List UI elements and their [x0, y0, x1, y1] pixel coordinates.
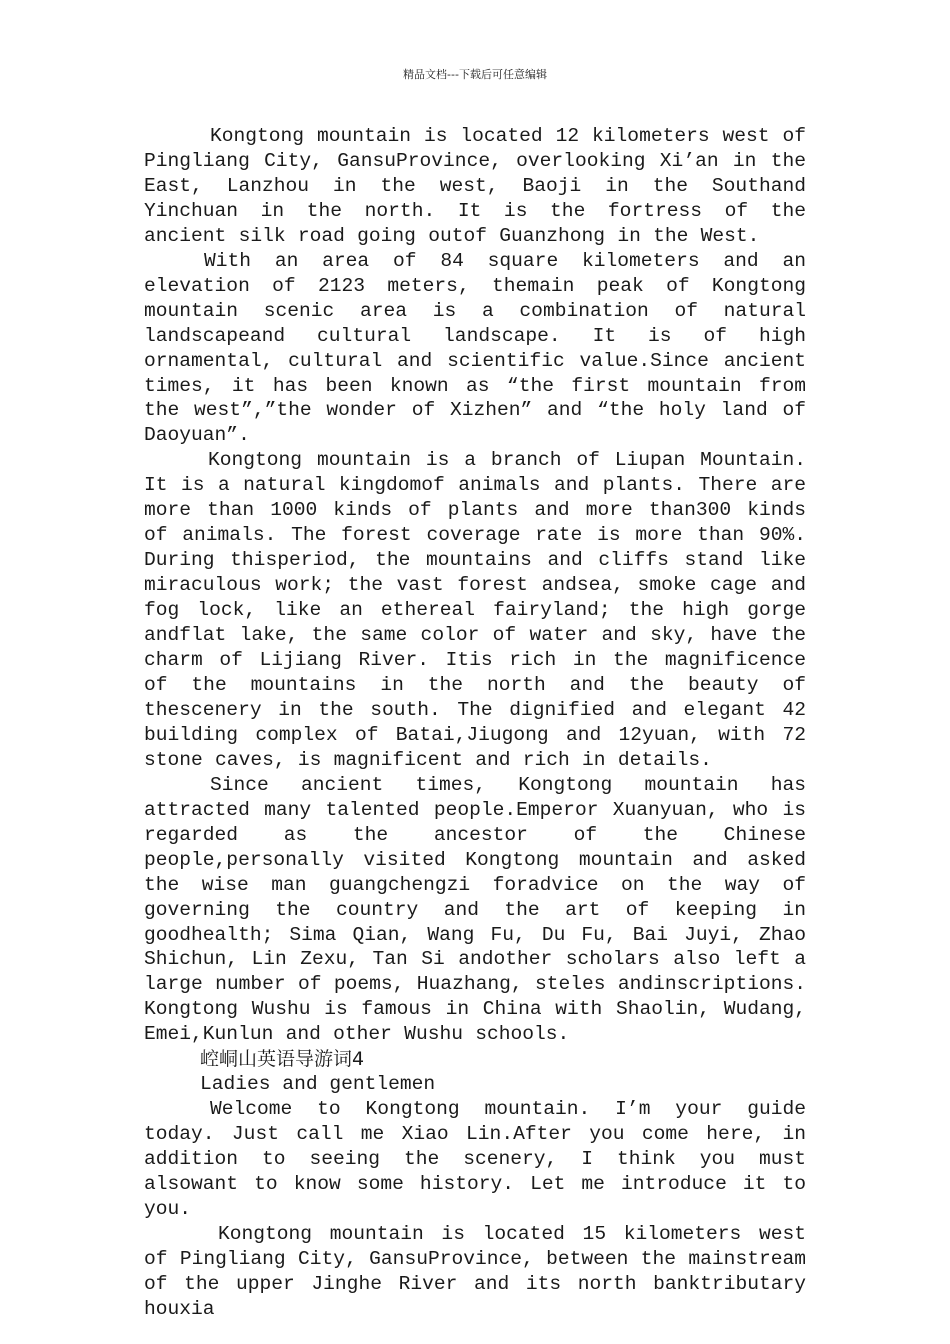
paragraph-location: Kongtong mountain is located 12 kilometers west of Pingliang City, GansuProvince, overlooking Xi’an in the East, Lanzhou in the west, Baoji in the Southand Yinchuan in the north. It is the fortress of the ancient silk road going outof Guanzhong in the West.	[144, 125, 806, 247]
greeting: Ladies and gentlemen	[200, 1073, 436, 1096]
paragraph-welcome: Welcome to Kongtong mountain. I’m your guide today. Just call me Xiao Lin.After you come here, in addition to seeing the scenery, I think you must alsowant to know some history. Let me introduce it to you.	[144, 1098, 806, 1220]
paragraph-history: Since ancient times, Kongtong mountain has attracted many talented people.Emperor Xuanyuan, who is regarded as the ancestor of the Chinese people,personally visited Kongtong mountain and asked the wise man guangchengzi foradvice on the way of governing the country and the art of keeping in goodhealth; Sima Qian, Wang Fu, Du Fu, Bai Juyi, Zhao Shichun, Lin Zexu, Tan Si andother scholars also left a large number of poems, Huazhang, steles andinscriptions. Kongtong Wushu is famous in China with Shaolin, Wudang, Emei,Kunlun and other Wushu schools.	[144, 773, 806, 1046]
section-title: 崆峒山英语导游词4	[200, 1048, 365, 1071]
paragraph-nature: Kongtong mountain is a branch of Liupan Mountain. It is a natural kingdomof animals and plants. There are more than 1000 kinds of plants and more than300 kinds of animals. The forest coverage rate is more than 90%. During thisperiod, the mountains and cliffs stand like miraculous work; the vast forest andsea, smoke cage and fog lock, like an ethereal fairyland; the high gorge andflat lake, the same color of water and sky, have the charm of Lijiang River. Itis rich in the magnificence of the mountains in the north and the beauty of thescenery in the south. The dignified and elegant 42 building complex of Batai,Jiugong and 12yuan, with 72 stone caves, is magnificent and rich in details.	[144, 449, 806, 771]
document-body	[144, 124, 806, 1322]
paragraph-area-elevation: With an area of 84 square kilometers and an elevation of 2123 meters, themain peak of Kongtong mountain scenic area is a combination of natural landscapeand cultural landscape. It is of high ornamental, cultural and scientific value.Since ancient times, it has been known as “the first mountain from the west”,”the wonder of Xizhen” and “the holy land of Daoyuan”.	[144, 249, 806, 447]
page-header: 精品文档---下载后可任意编辑	[403, 68, 547, 81]
paragraph-location-2: Kongtong mountain is located 15 kilometers west of Pingliang City, GansuProvince, between the mainstream of the upper Jinghe River and its north banktributary houxia	[144, 1222, 806, 1320]
